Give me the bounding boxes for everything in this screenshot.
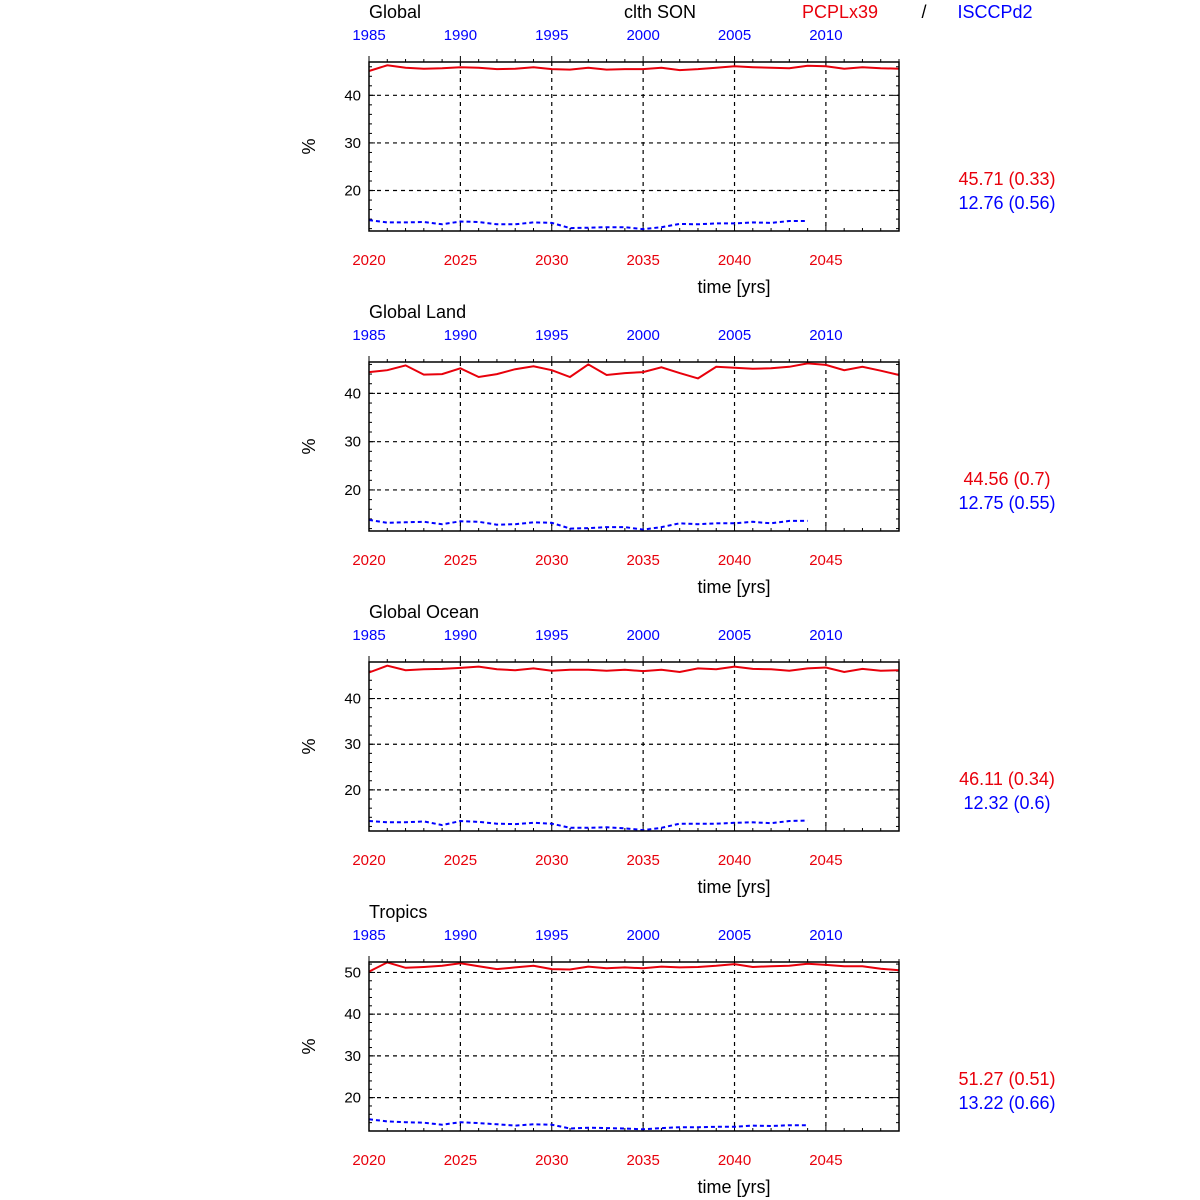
x-tick-label: 2025 [443, 552, 478, 569]
model-series-line [369, 962, 899, 971]
x-tick-label: 2045 [809, 552, 843, 569]
x-tick-label: 2030 [535, 1152, 569, 1169]
model-series-line [369, 666, 899, 673]
x-tick-label: 2035 [626, 1152, 660, 1169]
x-tick-label: 2045 [809, 852, 843, 869]
chart-panel [299, 2, 1056, 297]
y-tick-label: 20 [344, 182, 361, 200]
obs-series-line [369, 220, 808, 229]
panel-title: Tropics [369, 902, 428, 922]
model-stat: 44.56 (0.7) [963, 469, 1051, 489]
y-tick-label: 40 [344, 87, 361, 105]
x-top-tick-label: 1995 [535, 327, 569, 344]
x-top-tick-label: 1995 [535, 627, 569, 644]
x-tick-label: 2040 [717, 552, 752, 569]
x-top-tick-label: 1990 [443, 627, 478, 644]
x-top-tick-label: 2005 [717, 627, 752, 644]
x-top-tick-label: 1990 [443, 927, 478, 944]
y-tick-label: 20 [344, 481, 361, 499]
x-top-tick-label: 2000 [626, 627, 660, 644]
x-top-tick-label: 2005 [717, 927, 752, 944]
x-top-tick-label: 2005 [717, 27, 752, 44]
chart-panel [299, 302, 1056, 597]
x-top-tick-label: 2005 [717, 327, 752, 344]
x-tick-label: 2040 [717, 252, 752, 269]
x-tick-label: 2040 [717, 852, 752, 869]
x-tick-label: 2020 [352, 552, 386, 569]
y-tick-label: 30 [344, 433, 361, 451]
x-tick-label: 2030 [535, 852, 569, 869]
y-axis-label: % [299, 438, 319, 455]
model-stat: 45.71 (0.33) [958, 169, 1056, 189]
y-axis-label: % [299, 738, 319, 755]
model-stat: 46.11 (0.34) [959, 769, 1055, 789]
plot-frame [369, 662, 899, 831]
model-series-line [369, 65, 899, 71]
x-top-tick-label: 2010 [809, 627, 843, 644]
y-tick-label: 20 [344, 1089, 361, 1107]
variable-title: clth SON [623, 2, 697, 22]
model-stat: 51.27 (0.51) [958, 1069, 1056, 1089]
x-axis-label: time [yrs] [697, 577, 771, 597]
x-axis-label: time [yrs] [697, 277, 771, 297]
panels [299, 2, 1056, 1197]
x-tick-label: 2045 [809, 252, 843, 269]
obs-series-line [369, 821, 808, 831]
obs-stat: 13.22 (0.66) [958, 1093, 1056, 1113]
x-top-tick-label: 1995 [535, 927, 569, 944]
x-tick-label: 2020 [352, 252, 386, 269]
x-top-tick-label: 2000 [626, 27, 660, 44]
x-axis-label: time [yrs] [697, 877, 771, 897]
plot-frame [369, 362, 899, 531]
x-top-tick-label: 2010 [809, 327, 843, 344]
x-top-tick-label: 2010 [809, 927, 843, 944]
panel-title: Global Land [369, 302, 467, 322]
chart-panel [299, 902, 1056, 1197]
x-tick-label: 2030 [535, 252, 569, 269]
x-top-tick-label: 1995 [535, 27, 569, 44]
x-top-tick-label: 1990 [443, 327, 478, 344]
x-top-tick-label: 1985 [352, 27, 386, 44]
x-top-tick-label: 1985 [352, 627, 386, 644]
x-tick-label: 2045 [809, 1152, 843, 1169]
y-tick-label: 40 [344, 385, 361, 403]
x-top-tick-label: 2000 [626, 927, 660, 944]
y-axis-label: % [299, 1038, 319, 1055]
panel-title: Global [369, 2, 422, 22]
plot-frame [369, 62, 899, 231]
y-tick-label: 20 [344, 781, 361, 799]
x-tick-label: 2020 [352, 1152, 386, 1169]
model-series-line [369, 363, 899, 378]
obs-stat: 12.76 (0.56) [958, 193, 1056, 213]
x-top-tick-label: 1985 [352, 927, 386, 944]
x-tick-label: 2030 [535, 552, 569, 569]
x-tick-label: 2020 [352, 852, 386, 869]
x-tick-label: 2025 [443, 852, 478, 869]
x-axis-label: time [yrs] [697, 1177, 771, 1197]
x-top-tick-label: 2000 [626, 327, 660, 344]
y-tick-label: 40 [344, 1006, 361, 1024]
plot-frame [369, 962, 899, 1131]
y-tick-label: 30 [344, 736, 361, 754]
model-name: PCPLx39 [801, 2, 879, 22]
obs-stat: 12.32 (0.6) [963, 793, 1051, 813]
y-tick-label: 50 [344, 964, 361, 982]
y-tick-label: 40 [344, 690, 361, 708]
obs-name: ISCCPd2 [957, 2, 1033, 22]
x-tick-label: 2040 [717, 1152, 752, 1169]
obs-stat: 12.75 (0.55) [958, 493, 1056, 513]
y-tick-label: 30 [344, 134, 361, 152]
figure-header [624, 2, 1033, 22]
x-top-tick-label: 1985 [352, 327, 386, 344]
y-tick-label: 30 [344, 1047, 361, 1065]
y-axis-label: % [299, 138, 319, 155]
x-top-tick-label: 1990 [443, 27, 478, 44]
x-tick-label: 2035 [626, 552, 660, 569]
x-tick-label: 2025 [443, 252, 478, 269]
chart-panel [299, 602, 1055, 897]
x-tick-label: 2035 [626, 852, 660, 869]
x-tick-label: 2035 [626, 252, 660, 269]
separator: / [921, 2, 927, 22]
x-top-tick-label: 2010 [809, 27, 843, 44]
obs-series-line [369, 1119, 808, 1129]
panel-title: Global Ocean [369, 602, 480, 622]
x-tick-label: 2025 [443, 1152, 478, 1169]
